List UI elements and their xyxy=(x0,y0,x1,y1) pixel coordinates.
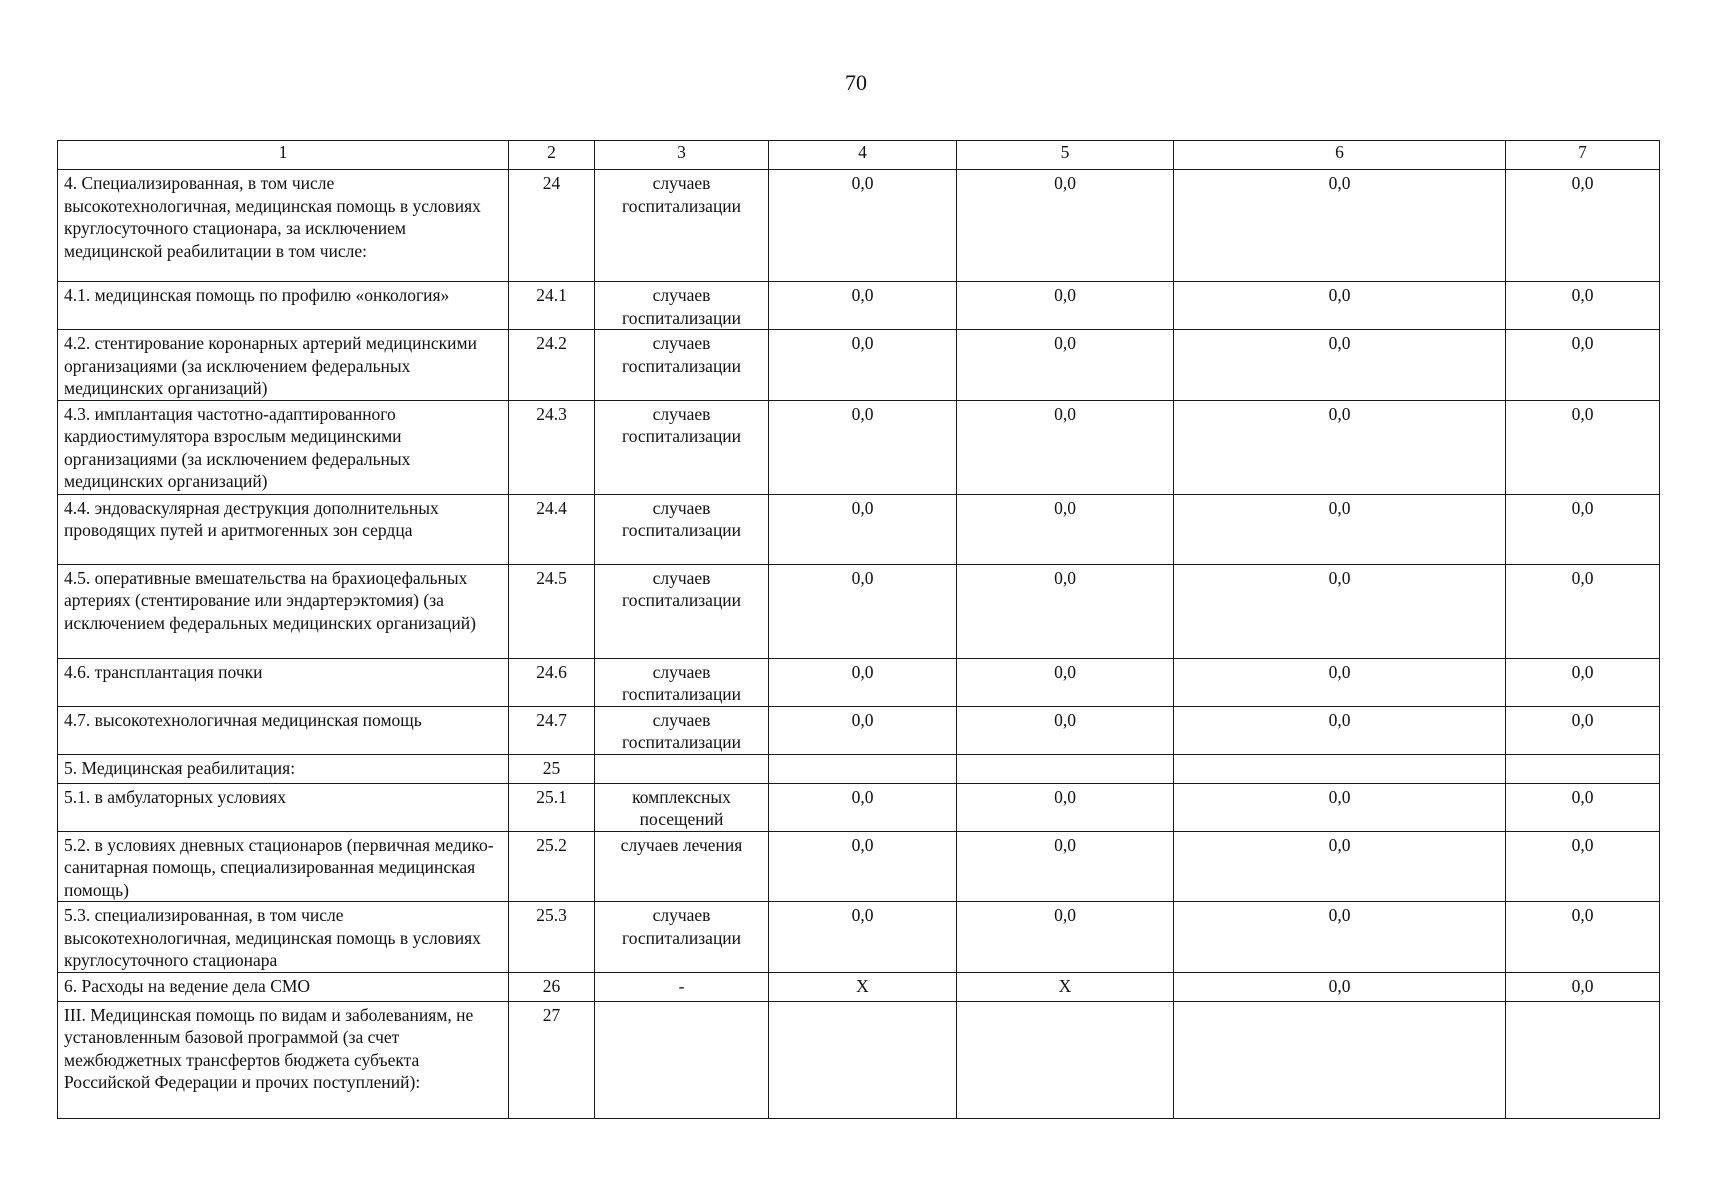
row-value-col4: 0,0 xyxy=(769,783,957,831)
row-value-col6: 0,0 xyxy=(1174,783,1506,831)
row-unit: случаев лечения xyxy=(595,831,769,902)
row-value-col6: 0,0 xyxy=(1174,564,1506,658)
row-value-col6: 0,0 xyxy=(1174,494,1506,564)
row-name: 4.7. высокотехнологичная медицинская помощь xyxy=(58,706,509,754)
row-value-col5: 0,0 xyxy=(957,494,1174,564)
row-value-col7: 0,0 xyxy=(1506,564,1660,658)
row-code: 24.1 xyxy=(509,282,595,330)
row-value-col4: 0,0 xyxy=(769,282,957,330)
row-unit: случаев госпитализации xyxy=(595,902,769,973)
column-number: 1 xyxy=(58,141,509,170)
row-code: 25.2 xyxy=(509,831,595,902)
row-value-col5: 0,0 xyxy=(957,400,1174,494)
row-name: 4. Специализированная, в том числе высокотехнологичная, медицинская помощь в условиях круглосуточного стационара, за исключением медицинской реабилитации в том числе: xyxy=(58,170,509,282)
row-value-col4: 0,0 xyxy=(769,330,957,401)
row-value-col6: 0,0 xyxy=(1174,706,1506,754)
row-value-col5: 0,0 xyxy=(957,564,1174,658)
row-code: 26 xyxy=(509,972,595,1001)
row-value-col4: 0,0 xyxy=(769,658,957,706)
table-row xyxy=(58,902,1660,973)
row-value-col5: 0,0 xyxy=(957,282,1174,330)
row-value-col4 xyxy=(769,1001,957,1118)
row-name: 5.1. в амбулаторных условиях xyxy=(58,783,509,831)
row-code: 25.3 xyxy=(509,902,595,973)
row-value-col7 xyxy=(1506,754,1660,783)
row-code: 24.6 xyxy=(509,658,595,706)
table-row xyxy=(58,658,1660,706)
column-number: 3 xyxy=(595,141,769,170)
row-code: 25 xyxy=(509,754,595,783)
row-value-col6: 0,0 xyxy=(1174,400,1506,494)
table-row xyxy=(58,170,1660,282)
row-code: 27 xyxy=(509,1001,595,1118)
row-unit: случаев госпитализации xyxy=(595,282,769,330)
row-code: 24.7 xyxy=(509,706,595,754)
row-code: 24.2 xyxy=(509,330,595,401)
row-value-col6: 0,0 xyxy=(1174,831,1506,902)
row-value-col4: 0,0 xyxy=(769,831,957,902)
column-number-row xyxy=(58,141,1660,170)
row-value-col7 xyxy=(1506,1001,1660,1118)
row-name: 4.5. оперативные вмешательства на брахиоцефальных артериях (стентирование или эндартерэктомия) (за исключением федеральных медицинских организаций) xyxy=(58,564,509,658)
row-value-col5 xyxy=(957,754,1174,783)
table-row xyxy=(58,1001,1660,1118)
table-row xyxy=(58,831,1660,902)
data-table xyxy=(57,140,1660,1119)
row-unit: случаев госпитализации xyxy=(595,494,769,564)
row-value-col5: 0,0 xyxy=(957,170,1174,282)
row-value-col5: 0,0 xyxy=(957,706,1174,754)
row-value-col7: 0,0 xyxy=(1506,282,1660,330)
row-unit: случаев госпитализации xyxy=(595,170,769,282)
row-value-col6: 0,0 xyxy=(1174,170,1506,282)
row-value-col4: 0,0 xyxy=(769,400,957,494)
row-value-col7: 0,0 xyxy=(1506,706,1660,754)
row-name: 4.6. трансплантация почки xyxy=(58,658,509,706)
table-row xyxy=(58,282,1660,330)
row-unit: - xyxy=(595,972,769,1001)
table-row xyxy=(58,706,1660,754)
column-number: 7 xyxy=(1506,141,1660,170)
row-code: 25.1 xyxy=(509,783,595,831)
row-value-col7: 0,0 xyxy=(1506,902,1660,973)
table-row xyxy=(58,494,1660,564)
row-value-col5: 0,0 xyxy=(957,658,1174,706)
row-value-col7: 0,0 xyxy=(1506,831,1660,902)
row-unit xyxy=(595,1001,769,1118)
row-value-col7: 0,0 xyxy=(1506,972,1660,1001)
row-name: 4.1. медицинская помощь по профилю «онкология» xyxy=(58,282,509,330)
row-value-col4: 0,0 xyxy=(769,170,957,282)
row-value-col4: 0,0 xyxy=(769,564,957,658)
row-code: 24 xyxy=(509,170,595,282)
row-unit: случаев госпитализации xyxy=(595,400,769,494)
page-number: 70 xyxy=(845,70,867,95)
table-row xyxy=(58,972,1660,1001)
row-value-col6 xyxy=(1174,1001,1506,1118)
column-number: 5 xyxy=(957,141,1174,170)
row-value-col5: 0,0 xyxy=(957,783,1174,831)
row-name: 5.2. в условиях дневных стационаров (первичная медико-санитарная помощь, специализированная медицинская помощь) xyxy=(58,831,509,902)
table-row xyxy=(58,400,1660,494)
row-value-col5 xyxy=(957,1001,1174,1118)
row-value-col4: 0,0 xyxy=(769,902,957,973)
row-name: III. Медицинская помощь по видам и заболеваниям, не установленным базовой программой (за счет межбюджетных трансфертов бюджета субъекта Российской Федерации и прочих поступлений): xyxy=(58,1001,509,1118)
row-value-col7: 0,0 xyxy=(1506,170,1660,282)
row-value-col7: 0,0 xyxy=(1506,494,1660,564)
row-value-col7: 0,0 xyxy=(1506,783,1660,831)
row-value-col6: 0,0 xyxy=(1174,972,1506,1001)
row-value-col6: 0,0 xyxy=(1174,330,1506,401)
row-value-col7: 0,0 xyxy=(1506,400,1660,494)
row-unit: случаев госпитализации xyxy=(595,330,769,401)
column-number: 6 xyxy=(1174,141,1506,170)
column-number: 4 xyxy=(769,141,957,170)
row-value-col6: 0,0 xyxy=(1174,902,1506,973)
row-value-col7: 0,0 xyxy=(1506,658,1660,706)
table-row xyxy=(58,783,1660,831)
row-value-col7: 0,0 xyxy=(1506,330,1660,401)
table-row xyxy=(58,330,1660,401)
row-name: 4.3. имплантация частотно-адаптированного кардиостимулятора взрослым медицинскими организациями (за исключением федеральных медицинских организаций) xyxy=(58,400,509,494)
row-value-col6: 0,0 xyxy=(1174,658,1506,706)
row-name: 5. Медицинская реабилитация: xyxy=(58,754,509,783)
table-row xyxy=(58,564,1660,658)
row-value-col4 xyxy=(769,754,957,783)
table-row xyxy=(58,754,1660,783)
row-unit: случаев госпитализации xyxy=(595,658,769,706)
row-unit: комплексных посещений xyxy=(595,783,769,831)
row-name: 4.4. эндоваскулярная деструкция дополнительных проводящих путей и аритмогенных зон сердца xyxy=(58,494,509,564)
row-code: 24.5 xyxy=(509,564,595,658)
row-value-col5: Х xyxy=(957,972,1174,1001)
column-number: 2 xyxy=(509,141,595,170)
row-value-col5: 0,0 xyxy=(957,831,1174,902)
row-value-col4: 0,0 xyxy=(769,494,957,564)
row-value-col6 xyxy=(1174,754,1506,783)
row-unit: случаев госпитализации xyxy=(595,706,769,754)
row-value-col5: 0,0 xyxy=(957,902,1174,973)
row-value-col6: 0,0 xyxy=(1174,282,1506,330)
row-code: 24.3 xyxy=(509,400,595,494)
row-value-col4: Х xyxy=(769,972,957,1001)
row-unit: случаев госпитализации xyxy=(595,564,769,658)
row-name: 6. Расходы на ведение дела СМО xyxy=(58,972,509,1001)
row-value-col5: 0,0 xyxy=(957,330,1174,401)
row-code: 24.4 xyxy=(509,494,595,564)
row-unit xyxy=(595,754,769,783)
row-name: 4.2. стентирование коронарных артерий медицинскими организациями (за исключением федеральных медицинских организаций) xyxy=(58,330,509,401)
row-value-col4: 0,0 xyxy=(769,706,957,754)
row-name: 5.3. специализированная, в том числе высокотехнологичная, медицинская помощь в условиях круглосуточного стационара xyxy=(58,902,509,973)
